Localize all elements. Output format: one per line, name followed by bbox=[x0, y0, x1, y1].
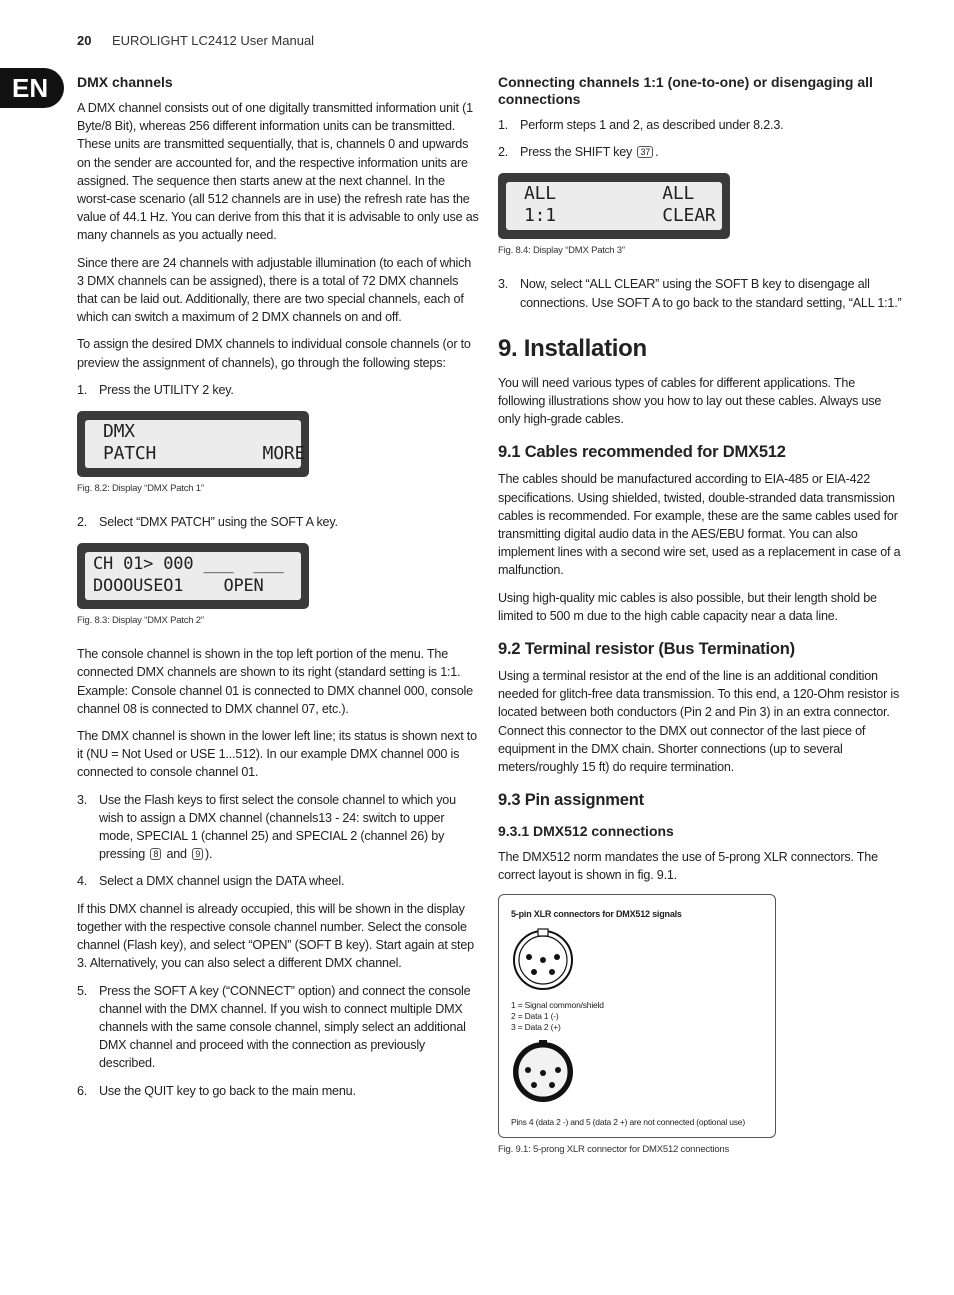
manual-title: EUROLIGHT LC2412 User Manual bbox=[112, 33, 315, 48]
xlr-female-connector-icon bbox=[511, 927, 575, 991]
figure-caption: Fig. 9.1: 5-prong XLR connector for DMX512 connections bbox=[498, 1143, 730, 1155]
paragraph: The DMX channel is shown in the lower left line; its status is shown next to it (NU = Not Used or USE 1...512). In our example DMX channel 000 is connected to console channel 01. bbox=[77, 729, 477, 780]
list-item: 1. Perform steps 1 and 2, as described under 8.2.3. bbox=[498, 118, 784, 132]
pin-legend: 1 = Signal common/shield 2 = Data 1 (-) 3 = Data 2 (+) bbox=[511, 999, 604, 1032]
paragraph: The console channel is shown in the top left portion of the menu. The connected DMX channels are shown to its right (standard setting is 1:1. Example: Console channel 01 is connected to DMX channel 000, console channel 08 is connected to DMX channel 07, etc.). bbox=[77, 647, 473, 716]
paragraph: The cables should be manufactured according to EIA-485 or EIA-422 specifications. Using shielded, twisted, double-stranded data transmission cables is recommended. For example, these are the same cables used for transmitting digital audio data in the AES/EBU format. You can also implement lines with a second wire set, used as a replacement in case of a malfunction. bbox=[498, 472, 901, 578]
terminal-resistor-heading: 9.2 Terminal resistor (Bus Termination) bbox=[498, 640, 795, 659]
lcd-screen: DMX PATCH MORE bbox=[85, 420, 301, 468]
diagram-footnote: Pins 4 (data 2 -) and 5 (data 2 +) are not connected (optional use) bbox=[511, 1116, 745, 1127]
figure-caption: Fig. 8.4: Display “DMX Patch 3” bbox=[498, 245, 625, 257]
dmx512-connections-heading: 9.3.1 DMX512 connections bbox=[498, 823, 674, 840]
diagram-title: 5-pin XLR connectors for DMX512 signals bbox=[511, 908, 682, 919]
lcd-screen: CH 01> 000 ___ ___ DOOOUSEO1 OPEN bbox=[85, 552, 301, 600]
pin-assignment-heading: 9.3 Pin assignment bbox=[498, 791, 644, 810]
paragraph: A DMX channel consists out of one digitally transmitted information unit (1 Byte/8 Bit), whereas 256 different information units can be transmitted. These units are transmitted sequentially, that is, channels 0 and upwards on the sender are accounted for, and the respective information units are assigned. The sequence then starts anew at the next channel. In the worst-case scenario (all 512 channels are in use) the refresh rate has the value of 44.1 Hz. You can derive from this that it is advisable to only use as many channels as you actually need. bbox=[77, 101, 479, 243]
list-item: 6. Use the QUIT key to go back to the main menu. bbox=[77, 1083, 356, 1098]
list-item: 1. Press the UTILITY 2 key. bbox=[77, 382, 234, 397]
list-item: 5. Press the SOFT A key (“CONNECT” option) and connect the console channel with the DMX channel. If you wish to connect multiple DMX channels with the same console channel, simply select an additional DMX channel and proceed with the connection as previously described. bbox=[77, 983, 471, 1071]
xlr-male-connector-icon bbox=[511, 1040, 575, 1104]
connecting-channels-heading: Connecting channels 1:1 (one-to-one) or disengaging all connections bbox=[498, 74, 873, 107]
dmx-channels-heading: DMX channels bbox=[77, 74, 173, 90]
paragraph: You will need various types of cables for different applications. The following illustrations show you how to lay out these cables. Always use only high-grade cables. bbox=[498, 375, 882, 427]
left-column bbox=[77, 74, 479, 1109]
key-37: 37 bbox=[637, 146, 653, 158]
paragraph: Using a terminal resistor at the end of the line is an additional condition needed for glitch-free data transmission. To this end, a 120-Ohm resistor is located between both conductors (Pin 2 and Pin 3) in an extra connector. Connect this connector to the DMX out connector of the last piece of equipment in the DMX chain. Shorter connections (up to several meters/roughly 15 ft) do require termination. bbox=[498, 669, 900, 775]
paragraph: If this DMX channel is already occupied, this will be shown in the display together with the respective console channel number. Select the console channel (Flash key), and select “OPEN” (SOFT B key). Start again at step 3. Alternatively, you can also select a different DMX channel. bbox=[77, 901, 474, 971]
key-8: 8 bbox=[150, 848, 161, 860]
paragraph: Since there are 24 channels with adjustable illumination (to each of which 3 DMX channels can be assigned), there is a total of 72 DMX channels that can be laid out. Additionally, there are two special channels, each of which can switch a maximum of 2 DMX channels on and off. bbox=[77, 255, 472, 325]
lcd-display-dmx-patch-3 bbox=[498, 173, 730, 239]
right-column bbox=[498, 74, 902, 1174]
language-tab: EN bbox=[0, 68, 64, 108]
figure-caption: Fig. 8.2: Display “DMX Patch 1” bbox=[77, 483, 204, 495]
xlr-connector-diagram bbox=[498, 894, 776, 1138]
list-item: 4. Select a DMX channel usign the DATA wheel. bbox=[77, 874, 345, 889]
installation-heading: 9. Installation bbox=[498, 334, 647, 362]
paragraph: Using high-quality mic cables is also possible, but their length shold be limited to 500 m due to the high cable capacity near a data line. bbox=[498, 590, 877, 623]
figure-caption: Fig. 8.3: Display “DMX Patch 2” bbox=[77, 615, 204, 627]
paragraph: To assign the desired DMX channels to individual console channels (or to preview the assignment of channels), go through the following steps: bbox=[77, 337, 471, 370]
lcd-screen: ALL ALL 1:1 CLEAR bbox=[506, 182, 722, 230]
page-number: 20 bbox=[77, 33, 92, 48]
lcd-display-dmx-patch-1 bbox=[77, 411, 309, 477]
key-9: 9 bbox=[192, 848, 203, 860]
list-item: 2. Press the SHIFT key 37 . bbox=[498, 145, 659, 160]
list-item: 3. Use the Flash keys to first select the console channel to which you wish to assign a DMX channel (channels13 - 24: switch to upper mode, SPECIAL 1 (channel 25) and SPECIAL 2 (channel 26) by pressing 8 and 9 ). bbox=[77, 792, 456, 862]
cables-heading: 9.1 Cables recommended for DMX512 bbox=[498, 443, 786, 462]
lcd-display-dmx-patch-2 bbox=[77, 543, 309, 609]
list-item: 3. Now, select “ALL CLEAR” using the SOFT B key to disengage all connections. Use SOFT A to go back to the standard setting, “ALL 1:1.” bbox=[498, 277, 902, 310]
paragraph: The DMX512 norm mandates the use of 5-prong XLR connectors. The correct layout is shown in fig. 9.1. bbox=[498, 850, 878, 883]
list-item: 2. Select “DMX PATCH” using the SOFT A key. bbox=[77, 515, 338, 530]
